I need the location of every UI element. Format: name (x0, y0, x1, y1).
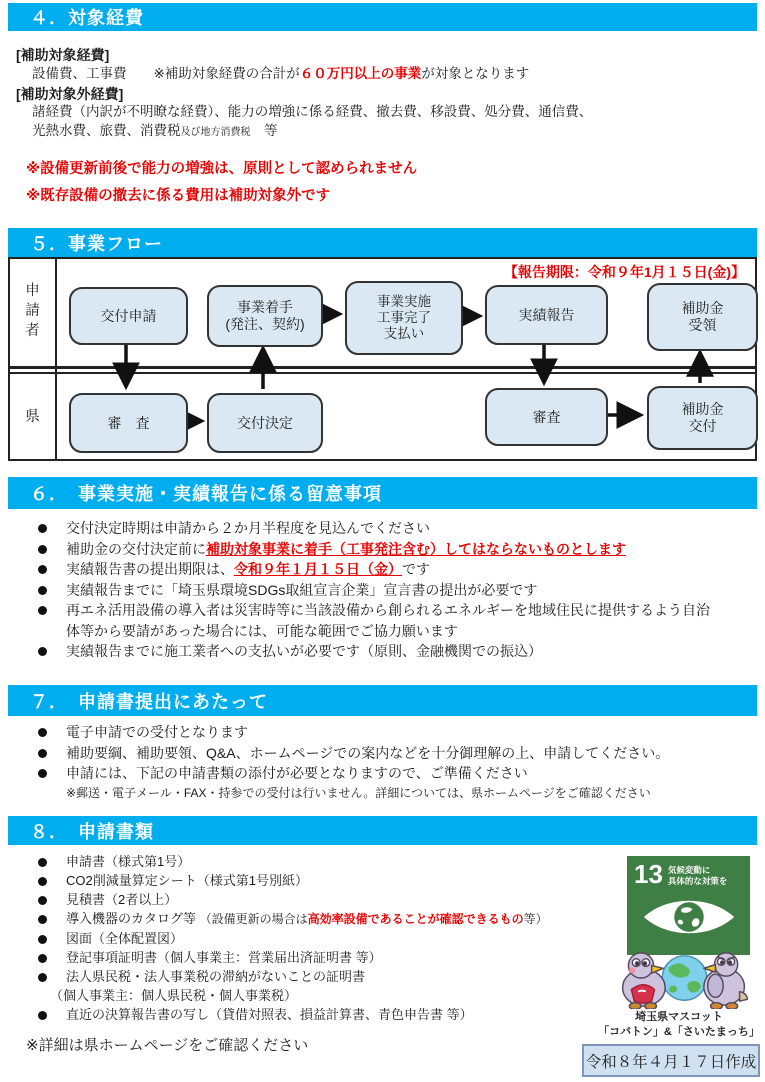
sdg13-number: 13 (634, 859, 663, 889)
bullet-text: 法人県民税・法人事業税の滞納がないことの証明書 (66, 969, 366, 984)
flow-box-label: 受領 (688, 317, 717, 333)
flow-box-decision (207, 393, 323, 453)
lane-label-applicant: 申請者 (25, 283, 40, 339)
bullet-dot (38, 586, 47, 595)
bullet-item (30, 743, 745, 764)
flow-box-label: 支払い (383, 326, 425, 341)
bullet-dot (38, 1011, 47, 1020)
bullet-item (30, 641, 745, 662)
section8-header-bar (8, 816, 757, 845)
flow-box-review2 (485, 388, 608, 446)
bullet-text: 電子申請での受付となります (66, 724, 248, 740)
saitama-mascots-image (612, 949, 757, 1009)
flow-box-grant (647, 386, 758, 450)
flow-box-label: 事業着手 (237, 299, 293, 315)
s8-note: ※詳細は県ホームページをご確認ください (26, 1037, 309, 1054)
bullet-dot (38, 915, 47, 924)
bullet-item (30, 559, 745, 580)
bullet-item (30, 852, 650, 871)
s8-bullet-list (30, 852, 650, 1024)
section4-title: ４．対象経費 (30, 8, 144, 28)
s6-bullet-list (30, 518, 745, 662)
bullet-dot (38, 565, 47, 574)
bullet-dot (38, 647, 47, 656)
bullet-item (30, 967, 650, 986)
bullet-item (30, 580, 745, 601)
sdg13-eye-globe-icon (637, 891, 741, 943)
s4-line-eligible: 設備費、工事費 ※補助対象経費の合計が６０万円以上の事業が対象となります (32, 66, 530, 81)
bullet-dot (38, 954, 47, 963)
bullet-text: 見積書（2者以上） (66, 892, 178, 907)
lane-label-prefecture: 県 (25, 409, 40, 425)
s4-red-note-1: ※設備更新前後で能力の増強は、原則として認められません (26, 161, 418, 177)
bullet-dot (38, 935, 47, 944)
flow-box-label: 審査 (532, 408, 561, 425)
flow-box-report (485, 285, 608, 345)
section5-header-bar (8, 228, 757, 257)
flow-box-label: 実績報告 (518, 306, 575, 323)
flow-box-review1 (69, 393, 188, 453)
bullet-text: 導入機器のカタログ等 （設備更新の場合は高効率設備であることが確認できるもの等） (66, 911, 548, 926)
s4-red-amount: ６０万円以上の事業 (299, 66, 422, 81)
flow-box-label: (発注、契約) (225, 316, 305, 332)
flowchart (8, 257, 757, 461)
flow-box-label: 補助金 (681, 300, 724, 316)
bullet-item (30, 890, 650, 909)
creation-date: 令和８年４月１７日作成 (585, 1053, 757, 1071)
bullet-text: 交付決定時期は申請から２か月半程度を見込んでください (66, 520, 430, 536)
bullet-text: 再エネ活用設備の導入者は災害時等に当該設備から創られるエネルギーを地域住民に提供するよう自治体等から要請があった場合には、可能な範囲でご協力願います (66, 602, 710, 639)
bullet-item (14, 986, 650, 1005)
bullet-item (30, 1005, 650, 1024)
sdg13-icon (627, 856, 750, 955)
bullet-text: 図面（全体配置図） (66, 931, 184, 946)
bullet-dot (38, 524, 47, 533)
bullet-dot (38, 973, 47, 982)
s4-bracket-ineligible: [補助対象外経費] (16, 86, 124, 102)
bullet-dot (38, 545, 47, 554)
sdg13-caption: 気候変動に 具体的な対策を (667, 865, 728, 886)
section5-title: ５．事業フロー (30, 233, 163, 254)
bullet-text: 補助要綱、補助要領、Q&A、ホームページでの案内などを十分御理解の上、申請してください。 (66, 744, 670, 761)
report-deadline-note: 【報告期限：令和９年1月１５日(金)】 (503, 264, 745, 280)
flow-box-label: 交付申請 (100, 307, 157, 324)
s4-red-note-2: ※既存設備の撤去に係る費用は補助対象外です (26, 188, 331, 204)
bullet-text: 申請書（様式第1号） (66, 854, 191, 869)
s7-bullet-list (30, 722, 745, 784)
bullet-item (30, 600, 745, 641)
bullet-item (30, 948, 650, 967)
bullet-text: 登記事項証明書（個人事業主：営業届出済証明書 等） (66, 950, 382, 965)
flow-box-apply (69, 287, 188, 345)
bullet-dot (38, 896, 47, 905)
bullet-text: （個人事業主：個人県民税・個人事業税） (50, 988, 298, 1003)
flow-box-label: 交付 (688, 418, 717, 434)
flow-box-start (207, 285, 323, 347)
mascot-caption: 埼玉県マスコット 「コバトン」&「さいたまっち」 (598, 1011, 760, 1038)
bullet-dot (38, 606, 47, 615)
bullet-item (30, 763, 745, 784)
creation-date-box (582, 1044, 760, 1077)
bullet-text: 補助金の交付決定前に補助対象事業に着手（工事発注含む）してはならないものとします (66, 540, 626, 557)
bullet-dot (38, 749, 47, 758)
flow-box-label: 交付決定 (237, 414, 293, 431)
bullet-text: 実績報告までに施工業者への支払いが必要です（原則、金融機関での振込） (66, 643, 542, 659)
flow-box-receive (647, 283, 758, 351)
bullet-item (30, 909, 650, 929)
sdg13-header (627, 856, 750, 887)
bullet-item (30, 929, 650, 948)
bullet-text: CO2削減量算定シート（様式第1号別紙） (66, 873, 308, 888)
section8-title: ８． 申請書類 (30, 821, 154, 842)
bullet-text: 実績報告書の提出期限は、令和９年１月１５日（金）です (66, 561, 430, 577)
bullet-dot (38, 877, 47, 886)
bullet-text: 申請には、下記の申請書類の添付が必要となりますので、ご準備ください (66, 765, 528, 781)
bullet-item (30, 539, 745, 560)
s4-line-ineligible-2: 光熱水費、旅費、消費税及び地方消費税 等 (32, 123, 278, 138)
flow-box-implement (345, 281, 463, 355)
bullet-item (30, 722, 745, 743)
section6-title: ６． 事業実施・実績報告に係る留意事項 (30, 484, 382, 504)
bullet-text: 実績報告までに「埼玉県環境SDGs取組宣言企業」宣言書の提出が必要です (66, 581, 538, 598)
bullet-text: 直近の決算報告書の写し（貸借対照表、損益計算書、青色申告書 等） (66, 1007, 473, 1022)
bullet-dot (38, 728, 47, 737)
flow-box-label: 工事完了 (377, 310, 431, 325)
flow-box-label: 補助金 (681, 401, 724, 417)
bullet-dot (38, 769, 47, 778)
bullet-dot (38, 858, 47, 867)
mascots-illustration (612, 949, 757, 1009)
s7-subnote: ※郵送・電子メール・FAX・持参での受付は行いません。詳細については、県ホームページをご確認ください (66, 786, 651, 800)
section6-header-bar (8, 477, 757, 509)
flow-box-label: 事業実施 (377, 294, 431, 309)
section4-header-bar (8, 3, 757, 31)
section7-header-bar (8, 685, 757, 716)
flow-box-label: 審 査 (107, 414, 150, 431)
s4-bracket-eligible: [補助対象経費] (16, 47, 110, 63)
bullet-item (30, 871, 650, 890)
s4-line-ineligible-1: 諸経費（内訳が不明瞭な経費）、能力の増強に係る経費、撤去費、移設費、処分費、通信費、 (32, 104, 593, 119)
bullet-item (30, 518, 745, 539)
section7-title: ７． 申請書提出にあたって (30, 691, 268, 712)
